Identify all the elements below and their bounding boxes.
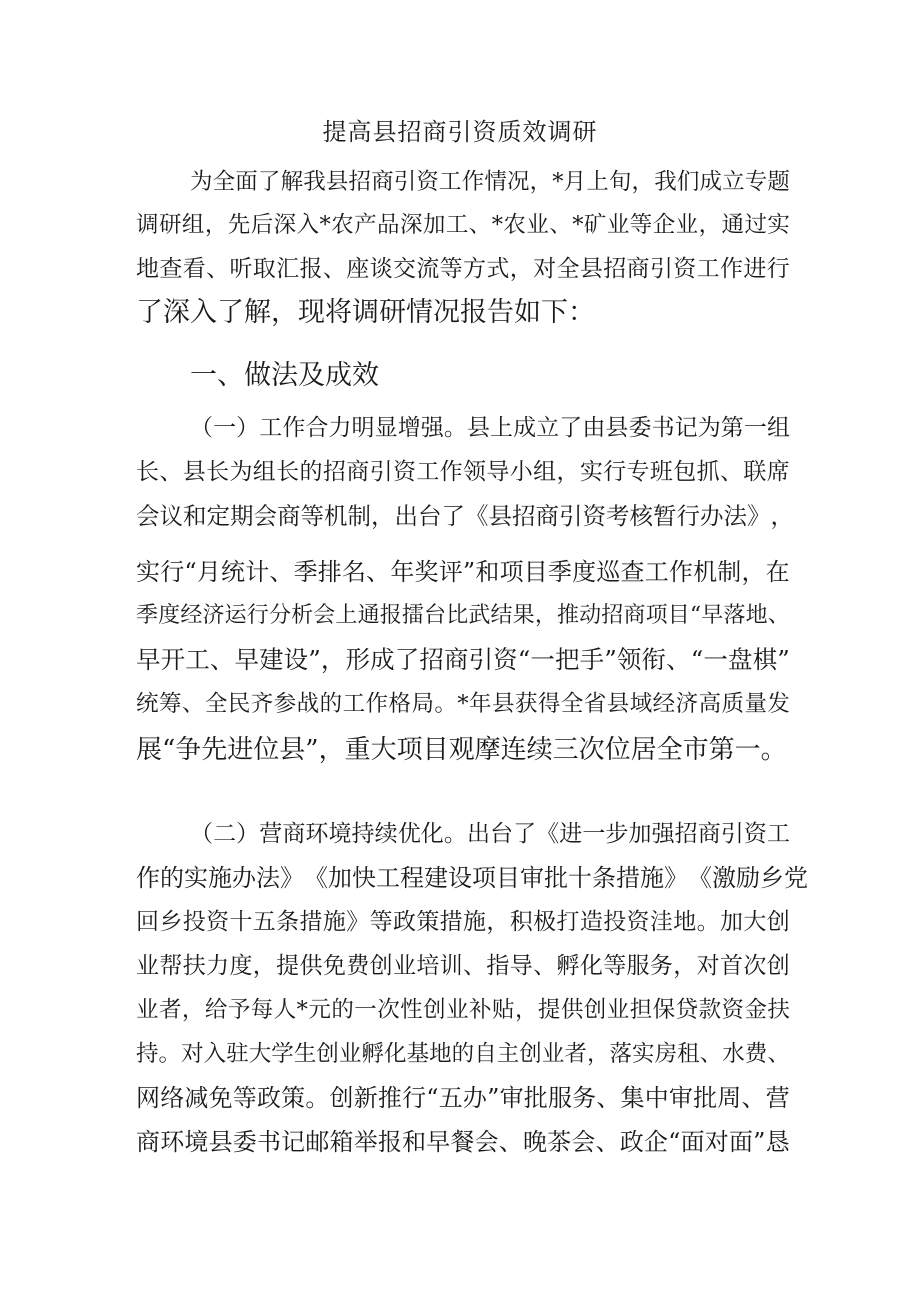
paragraph-2-line-7: 网 络 减 免 等 政 策 。 创 新 推 行 “ 五 办 ” 审 批 服 务 、 集 中 审 批 周 、 营	[136, 1084, 790, 1112]
paragraph-intro-line-1: 为 全 面 了 解 我 县 招 商 引 资 工 作 情 况 ， * 月 上 旬 ， 我 们 成 立 专 题	[190, 169, 790, 195]
paragraph-1-line-6: 早 开 工 、 早 建 设 ” ， 形 成 了 招 商 引 资 “ 一 把 手 ” 领 衔 、 “ 一 盘 棋 ”	[136, 645, 790, 674]
paragraph-intro-line-2: 调 研 组 ， 先 后 深 入 * 农 产 品 深 加 工 、 * 农 业 、 * 矿 业 等 企 业 ， 通 过 实	[136, 212, 790, 238]
paragraph-2-line-1: （ 二 ） 营 商 环 境 持 续 优 化 。 出 台 了 《 进 一 步 加 强 招 商 引 资 工	[190, 821, 790, 847]
paragraph-intro-line-3: 地 查 看 、 听 取 汇 报 、 座 谈 交 流 等 方 式 ， 对 全 县 招 商 引 资 工 作 进 行	[136, 256, 790, 282]
paragraph-1-line-8: 展“争先进位县”，重大项目观摩连续三次位居全市第一。	[136, 735, 787, 765]
paragraph-2-line-6: 持 。 对 入 驻 大 学 生 创 业 孵 化 基 地 的 自 主 创 业 者 ， 落 实 房 租 、 水 费 、	[136, 1041, 790, 1067]
paragraph-1-line-2: 长 、 县 长 为 组 长 的 招 商 引 资 工 作 领 导 小 组 ， 实 行 专 班 包 抓 、 联 席	[136, 459, 790, 485]
paragraph-2-line-8: 商 环 境 县 委 书 记 邮 箱 举 报 和 早 餐 会 、 晚 茶 会 、 政 企 “ 面 对 面 ” 恳	[136, 1128, 790, 1156]
paragraph-2-line-3: 回 乡 投 资 十 五 条 措 施 》 等 政 策 措 施 ， 积 极 打 造 投 资 洼 地 。 加 大 创	[136, 909, 790, 935]
paragraph-2-line-5: 业 者 ， 给 予 每 人 * 元 的 一 次 性 创 业 补 贴 ， 提 供 创 业 担 保 贷 款 资 金 扶	[136, 997, 790, 1023]
paragraph-1-line-7: 统 筹 、 全 民 齐 参 战 的 工 作 格 局 。 * 年 县 获 得 全 省 县 域 经 济 高 质 量 发	[136, 691, 790, 717]
paragraph-2-line-4: 业 帮 扶 力 度 ， 提 供 免 费 创 业 培 训 、 指 导 、 孵 化 等 服 务 ， 对 首 次 创	[136, 953, 790, 979]
paragraph-1-line-3: 会 议 和 定 期 会 商 等 机 制 ， 出 台 了 《 县 招 商 引 资 考 核 暂 行 办 法 》 ，	[136, 502, 794, 530]
paragraph-1-line-5: 季 度 经 济 运 行 分 析 会 上 通 报 擂 台 比 武 结 果 ， 推 动 招 商 项 目 “ 早 落 地 、	[136, 603, 790, 628]
document-title: 提高县招商引资质效调研	[322, 118, 598, 146]
paragraph-intro-line-4: 了深入了解，现将调研情况报告如下：	[136, 297, 595, 328]
section-heading-1: 一、做法及成效	[190, 360, 379, 391]
paragraph-1-line-1: （ 一 ） 工 作 合 力 明 显 增 强 。 县 上 成 立 了 由 县 委 书 记 为 第 一 组	[190, 415, 790, 441]
paragraph-1-line-4: 实 行 “ 月 统 计 、 季 排 名 、 年 奖 评 ” 和 项 目 季 度 巡 查 工 作 机 制 ， 在	[136, 558, 790, 586]
paragraph-2-line-2: 作 的 实 施 办 法 》 《 加 快 工 程 建 设 项 目 审 批 十 条 措 施 》 《 激 励 乡 党	[136, 864, 808, 892]
